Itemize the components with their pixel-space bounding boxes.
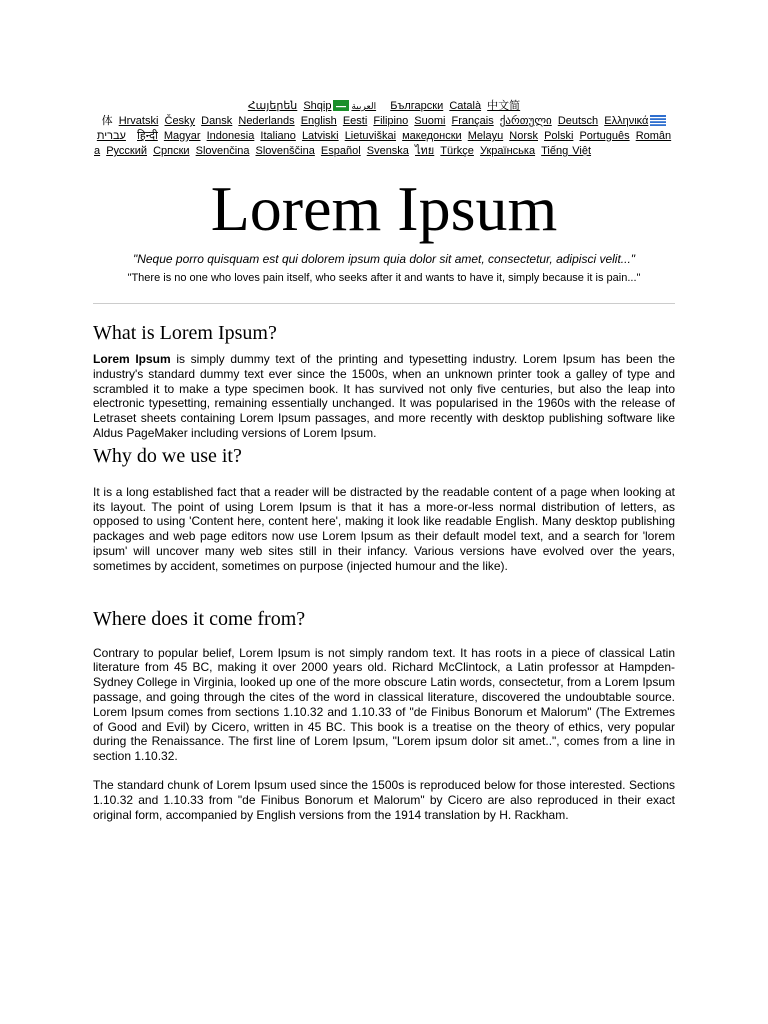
lang-link[interactable]: Türkçe (440, 145, 474, 157)
section-why (93, 443, 675, 574)
lang-link[interactable]: Česky (164, 115, 196, 127)
lang-link[interactable]: Deutsch (557, 115, 599, 127)
lang-link[interactable]: Español (320, 145, 361, 157)
lang-link[interactable]: 中文简 (487, 100, 521, 112)
language-row-1 (93, 99, 675, 114)
bold-lead: Lorem Ipsum (93, 352, 171, 366)
section-heading: Where does it come from? (93, 607, 306, 630)
lang-link[interactable]: Suomi (414, 115, 446, 127)
lang-link[interactable]: Հայերեն (247, 100, 298, 112)
section-body: Contrary to popular belief, Lorem Ipsum is not simply random text. It has roots in a piece of classical Latin literature from 45 BC, making it over 2000 years old. Richard McClintock, a Latin professor at Hampden-Sydney College in Virginia, looked up one of the more obscure Latin words, consectetur, from a Lorem Ipsum passage, and going through the cites of the word in classical literature, discovered the undoubtable source. Lorem Ipsum comes from sections 1.10.32 and 1.10.33 of "de Finibus Bonorum et Malorum" (The Extremes of Good and Evil) by Cicero, written in 45 BC. This book is a treatise on the theory of ethics, very popular during the Renaissance. The first line of Lorem Ipsum, "Lorem ipsum dolor sit amet..", comes from a line in section 1.10.32. (93, 645, 675, 764)
lang-link[interactable]: Magyar (163, 130, 201, 142)
lang-link[interactable]: Српски (153, 145, 190, 157)
lang-link[interactable]: Български (390, 100, 444, 112)
page-title: Lorem Ipsum (210, 173, 558, 244)
section-where (93, 606, 675, 823)
lang-link[interactable]: 体 (101, 115, 113, 127)
lang-link[interactable]: ქართული (499, 115, 552, 127)
lang-link[interactable]: македонски (402, 130, 462, 142)
lang-link[interactable]: ไทย (415, 145, 435, 157)
language-row-4 (93, 144, 675, 159)
language-row-3 (93, 129, 675, 144)
lang-link[interactable]: Shqip (303, 100, 332, 112)
lang-link[interactable]: Slovenčina (195, 145, 250, 157)
section-heading: Why do we use it? (93, 444, 242, 467)
lang-link[interactable]: a (94, 145, 101, 157)
lang-link[interactable]: Eesti (342, 115, 368, 127)
lang-link[interactable]: Українська (479, 145, 536, 157)
page-content (93, 99, 675, 822)
lang-link[interactable]: हिन्दी (137, 130, 158, 142)
lang-link[interactable]: Tiếng Việt (541, 145, 592, 157)
lang-link[interactable]: עברית (96, 130, 126, 142)
language-list (93, 99, 675, 159)
section-heading: What is Lorem Ipsum? (93, 322, 277, 344)
lang-link[interactable]: Slovenščina (255, 145, 315, 157)
lang-link[interactable]: English (300, 115, 337, 127)
lang-link[interactable]: Indonesia (206, 130, 255, 142)
section-what (93, 320, 675, 441)
lang-link[interactable]: Dansk (201, 115, 233, 127)
lang-link[interactable]: Ελληνικά (604, 115, 649, 127)
lang-link[interactable]: Lietuviškai (344, 130, 397, 142)
lang-link[interactable]: Italiano (260, 130, 296, 142)
lang-link[interactable]: Român (635, 130, 672, 142)
latin-quote: "Neque porro quisquam est qui dolorem ipsum quia dolor sit amet, consectetur, adipisci velit..." (132, 252, 636, 266)
lang-link[interactable]: Français (451, 115, 494, 127)
lang-link[interactable]: Filipino (373, 115, 409, 127)
lang-link[interactable]: Hrvatski (118, 115, 159, 127)
lang-link[interactable]: Polski (544, 130, 574, 142)
greek-flag-icon (650, 115, 666, 126)
lang-link[interactable]: Norsk (509, 130, 538, 142)
section-body (93, 352, 675, 441)
lang-link[interactable]: Português (579, 130, 630, 142)
section-body: The standard chunk of Lorem Ipsum used since the 1500s is reproduced below for those interested. Sections 1.10.32 and 1.10.33 from "de Finibus Bonorum et Malorum" by Cicero are also reproduced in their exact original form, accompanied by English versions from the 1914 translation by H. Rackham. (93, 777, 675, 822)
lang-link[interactable]: Svenska (366, 145, 409, 157)
section-body: It is a long established fact that a reader will be distracted by the readable content of a page when looking at its layout. The point of using Lorem Ipsum is that it has a more-or-less normal distribution of letters, as opposed to using 'Content here, content here', making it look like readable English. Many desktop publishing packages and web page editors now use Lorem Ipsum as their default model text, and a search for 'lorem ipsum' will uncover many web sites still in their infancy. Various versions have evolved over the years, sometimes by accident, sometimes on purpose (injected humour and the like). (93, 484, 675, 573)
arabic-flag-icon (333, 100, 349, 111)
lang-link[interactable]: Русский (106, 145, 148, 157)
lang-link[interactable]: Latviski (301, 130, 339, 142)
lang-link[interactable]: Nederlands (238, 115, 295, 127)
divider (93, 303, 675, 304)
english-quote: "There is no one who loves pain itself, who seeks after it and wants to have it, simply because it is pain..." (127, 272, 641, 284)
lang-link[interactable]: العربية (351, 101, 377, 111)
body-text: is simply dummy text of the printing and typesetting industry. Lorem Ipsum has been the industry's standard dummy text ever since the 1500s, when an unknown printer took a galley of type and scrambled it to make a type specimen book. It has survived not only five centuries, but also the leap into electronic typesetting, remaining essentially unchanged. It was popularised in the 1960s with the release of Letraset sheets containing Lorem Ipsum passages, and more recently with desktop publishing software like Aldus PageMaker including versions of Lorem Ipsum. (93, 352, 675, 440)
language-row-2 (93, 114, 675, 129)
lang-link[interactable]: Català (449, 100, 482, 112)
lang-link[interactable]: Melayu (467, 130, 504, 142)
